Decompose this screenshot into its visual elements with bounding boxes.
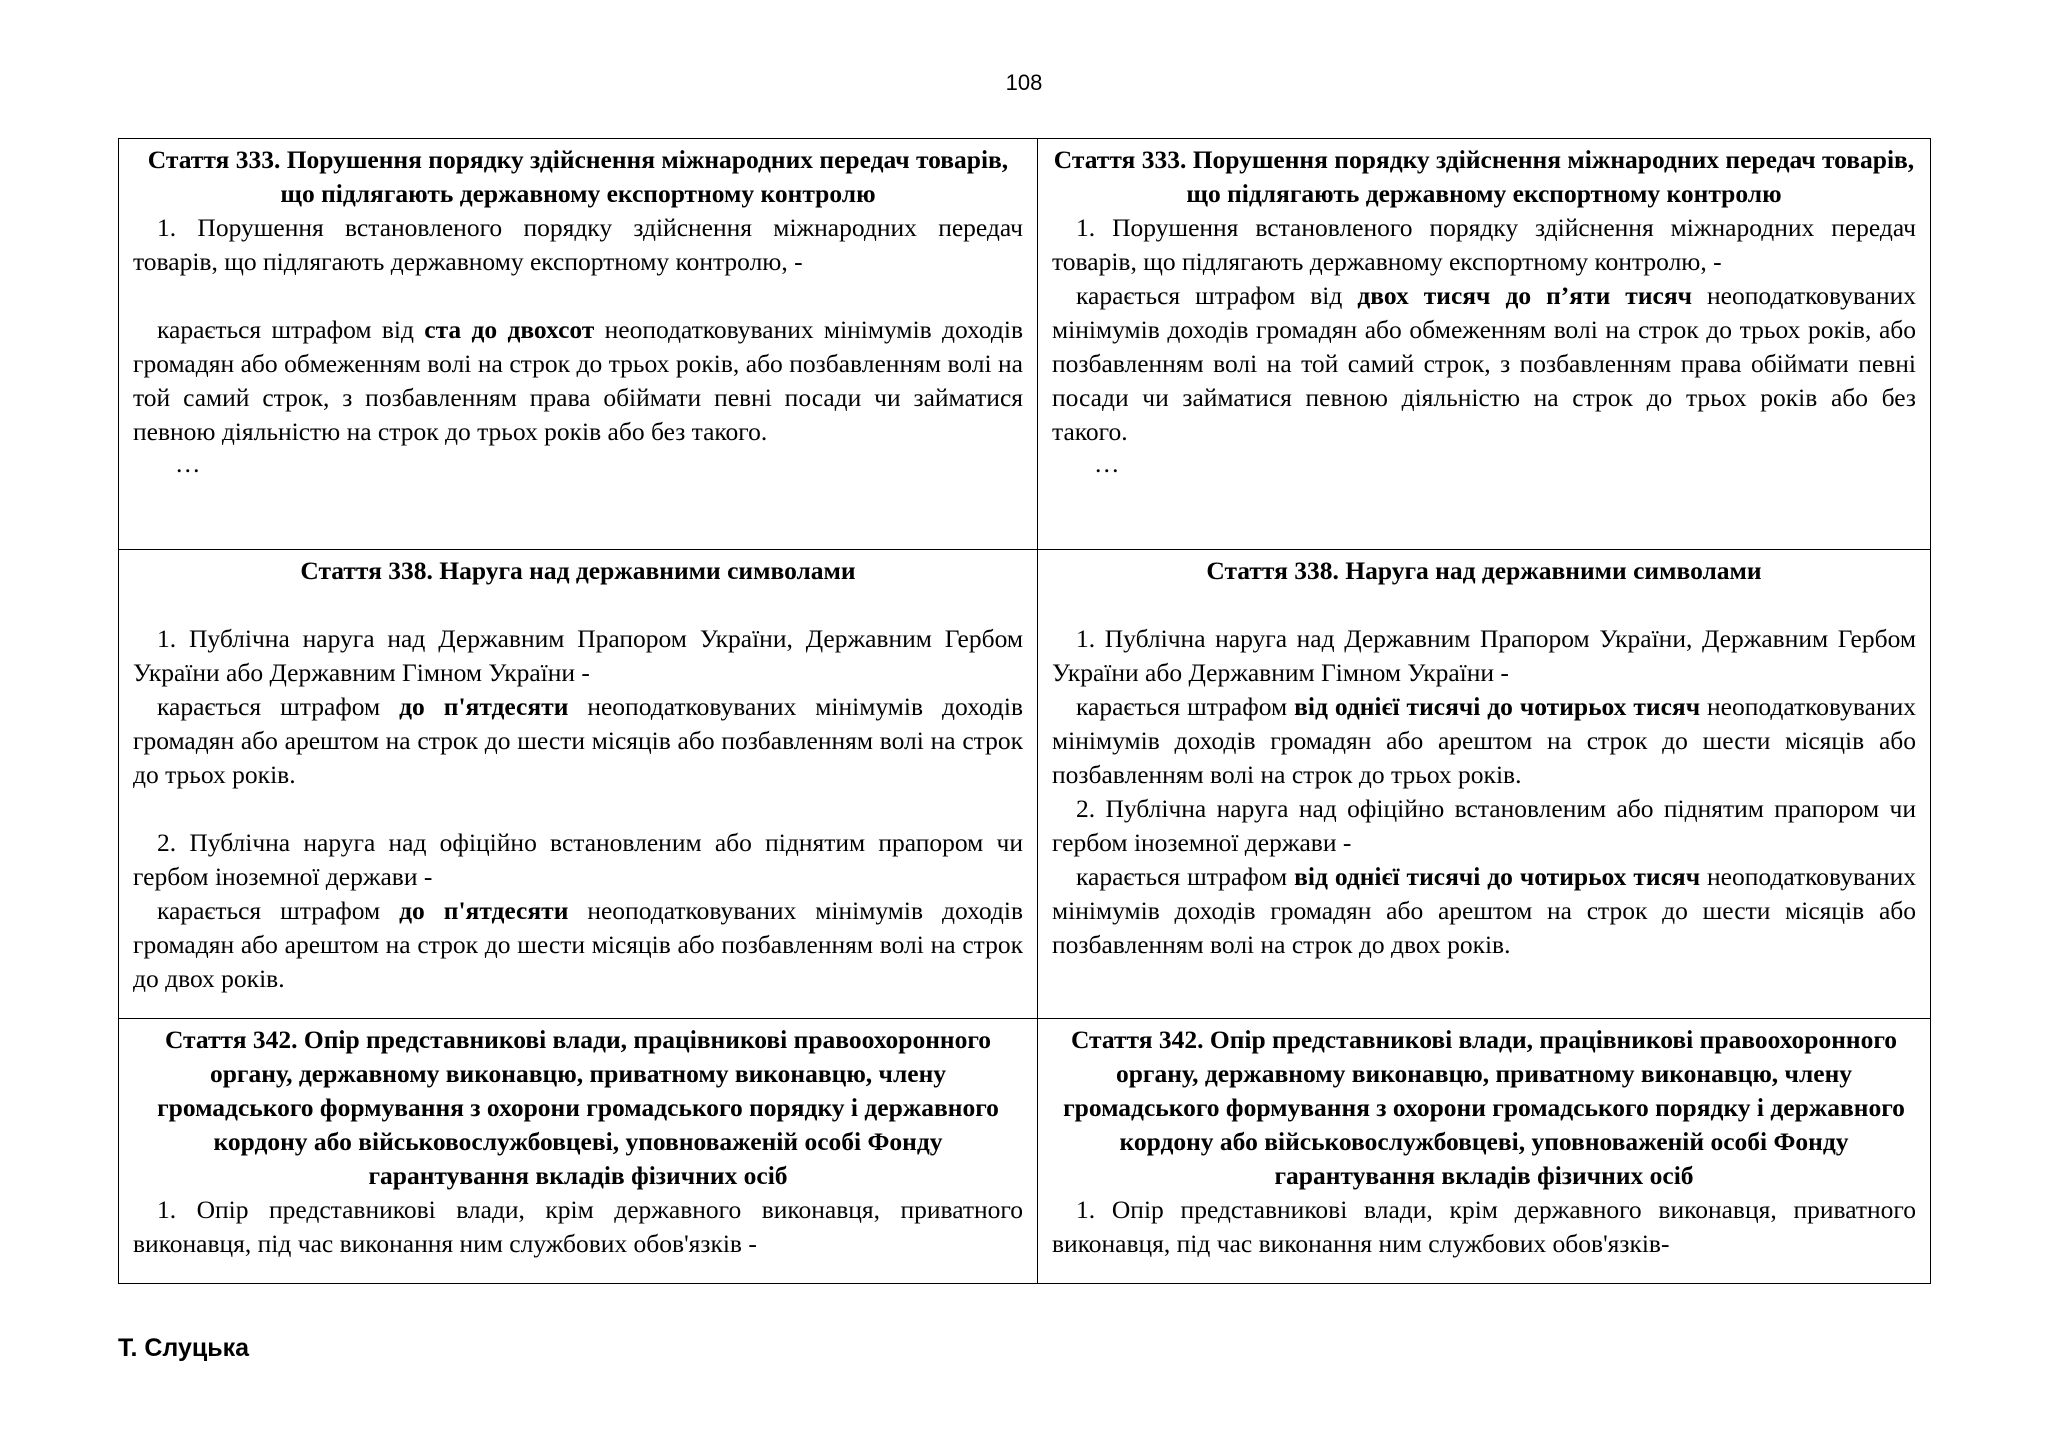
article-title: Стаття 333. Порушення порядку здійснення міжнародних передач товарів, що підлягають державному експортному контролю xyxy=(147,145,1009,208)
sanction-text: неоподатковуваних мінімумів доходів громадян або арештом на строк до шести місяців або позбавленням волі на строк до трьох років. xyxy=(133,692,1023,789)
sanction-paragraph xyxy=(1052,860,1916,962)
table-row-article-333 xyxy=(119,139,1931,550)
article-paragraph: 1. Публічна наруга над Державним Прапором України, Державним Гербом України або Державним Гімном України - xyxy=(1052,624,1916,687)
sanction-paragraph xyxy=(1052,690,1916,792)
sanction-amount: від однієї тисячі до чотирьох тисяч xyxy=(1294,692,1701,721)
comparison-table xyxy=(118,138,1931,1284)
article-title: Стаття 338. Наруга над державними символами xyxy=(300,556,856,585)
article-paragraph: 2. Публічна наруга над офіційно встановленим або піднятим прапором чи гербом іноземної держави - xyxy=(133,828,1023,891)
proposed-version-cell xyxy=(1038,1019,1931,1284)
page-number: 108 xyxy=(1005,70,1043,95)
author-signature: Т. Слуцька xyxy=(118,1334,250,1362)
sanction-amount: до п'ятдесяти xyxy=(399,896,569,925)
sanction-amount: ста до двохсот xyxy=(424,315,595,344)
article-paragraph: 1. Публічна наруга над Державним Прапором України, Державним Гербом України або Державним Гімном України - xyxy=(133,624,1023,687)
sanction-paragraph xyxy=(133,313,1023,449)
table-row-article-342 xyxy=(119,1019,1931,1284)
sanction-amount: двох тисяч до п’яти тисяч xyxy=(1357,281,1693,310)
article-title: Стаття 342. Опір представникові влади, працівникові правоохоронного органу, державному виконавцю, приватному виконавцю, члену громадського формування з охорони громадського порядку і державного кордону або військовослужбовцеві, уповноваженій особі Фонду гарантування вкладів фізичних осіб xyxy=(1063,1025,1905,1190)
article-paragraph: 1. Опір представникові влади, крім державного виконавця, приватного виконавця, під час виконання ним службових обов'язків- xyxy=(1052,1195,1916,1258)
current-version-cell xyxy=(119,139,1038,550)
article-paragraph: 1. Опір представникові влади, крім державного виконавця, приватного виконавця, під час виконання ним службових обов'язків - xyxy=(133,1195,1023,1258)
sanction-paragraph xyxy=(133,894,1023,996)
sanction-text: карається штрафом від xyxy=(157,315,425,344)
sanction-text: карається штрафом xyxy=(1076,862,1295,891)
sanction-text: неоподатковуваних мінімумів доходів громадян або арештом на строк до шести місяців або позбавленням волі на строк до двох років. xyxy=(133,896,1023,993)
current-version-cell xyxy=(119,550,1038,1019)
article-title: Стаття 338. Наруга над державними символами xyxy=(1206,556,1762,585)
article-title: Стаття 333. Порушення порядку здійснення міжнародних передач товарів, що підлягають державному експортному контролю xyxy=(1053,145,1915,208)
proposed-version-cell xyxy=(1038,139,1931,550)
article-paragraph: 1. Порушення встановленого порядку здійснення міжнародних передач товарів, що підлягають державному експортному контролю, - xyxy=(133,213,1023,276)
sanction-amount: від однієї тисячі до чотирьох тисяч xyxy=(1294,862,1701,891)
article-paragraph: 1. Порушення встановленого порядку здійснення міжнародних передач товарів, що підлягають державному експортному контролю, - xyxy=(1052,213,1916,276)
sanction-paragraph xyxy=(1052,279,1916,449)
sanction-text: карається штрафом xyxy=(157,896,400,925)
sanction-text: карається штрафом від xyxy=(1076,281,1358,310)
article-paragraph: 2. Публічна наруга над офіційно встановленим або піднятим прапором чи гербом іноземної держави - xyxy=(1052,794,1916,857)
sanction-text: неоподатковуваних мінімумів доходів громадян або арештом на строк до шести місяців або позбавленням волі на строк до двох років. xyxy=(1052,862,1916,959)
table-row-article-338 xyxy=(119,550,1931,1019)
sanction-text: неоподатковуваних мінімумів доходів громадян або обмеженням волі на строк до трьох років, або позбавленням волі на той самий строк, з позбавленням права обіймати певні посади чи займатися певною діяльністю на строк до трьох років або без такого. xyxy=(133,315,1023,446)
sanction-text: карається штрафом xyxy=(157,692,400,721)
article-title: Стаття 342. Опір представникові влади, працівникові правоохоронного органу, державному виконавцю, приватному виконавцю, члену громадського формування з охорони громадського порядку і державного кордону або військовослужбовцеві, уповноваженій особі Фонду гарантування вкладів фізичних осіб xyxy=(157,1025,999,1190)
sanction-amount: до п'ятдесяти xyxy=(399,692,569,721)
sanction-text: карається штрафом xyxy=(1076,692,1295,721)
current-version-cell xyxy=(119,1019,1038,1284)
sanction-text: неоподатковуваних мінімумів доходів громадян або обмеженням волі на строк до трьох років, або позбавленням волі на той самий строк, з позбавленням права обіймати певні посади чи займатися певною діяльністю на строк до трьох років або без такого. xyxy=(1052,281,1916,446)
ellipsis: … xyxy=(1094,449,1120,478)
proposed-version-cell xyxy=(1038,550,1931,1019)
sanction-paragraph xyxy=(133,690,1023,792)
sanction-text: неоподатковуваних мінімумів доходів громадян або арештом на строк до шести місяців або позбавленням волі на строк до трьох років. xyxy=(1052,692,1916,789)
ellipsis: … xyxy=(175,449,201,478)
